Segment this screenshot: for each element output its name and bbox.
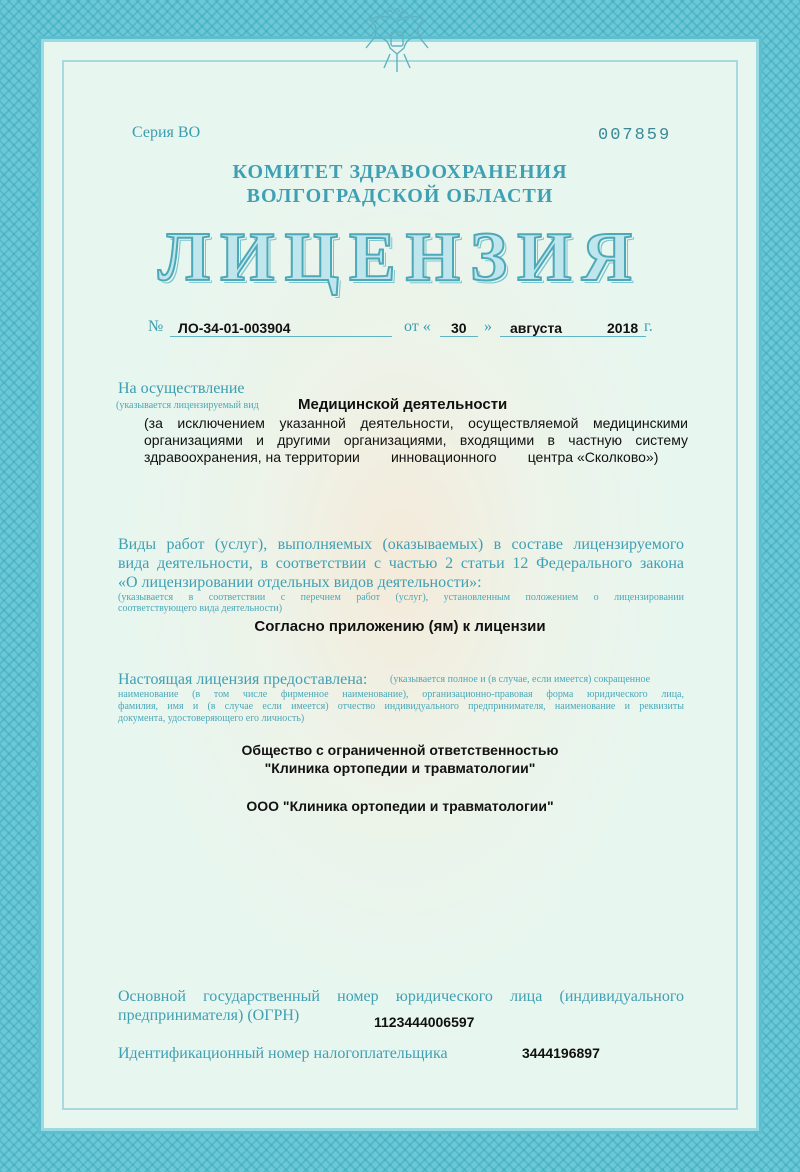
holder-hint-line-2: наименование (в том числе фирменное наименование), организационно-правовая форма юридического лица, [118,689,684,700]
ogrn-label-line-2: предпринимателя) (ОГРН) [118,1007,300,1024]
holder-short-name: ООО "Клиника ортопедии и травматологии" [246,798,554,814]
year-suffix: г. [644,318,653,335]
activity-label: На осуществление [118,380,245,397]
holder-hint-line-1: (указывается полное и (в случае, если имеется) сокращенное [390,674,651,685]
activity-line-1: (за исключением указанной деятельности, осуществляемой медицинскими [144,415,688,431]
date-from-label: от « [404,318,431,335]
inn-label: Идентификационный номер налогоплательщика [118,1045,448,1062]
document-title: ЛИЦЕНЗИЯ [157,219,643,296]
works-label-line-2: вида деятельности, в соответствии с частью 2 статьи 12 Федерального закона [118,555,684,572]
holder-full-name-line-1: Общество с ограниченной ответственностью [241,742,559,758]
works-label-line-1: Виды работ (услуг), выполняемых (оказываемых) в составе лицензируемого [118,536,684,553]
blank-number: 007859 [598,126,672,145]
activity-hint: (указывается лицензируемый вид [116,400,259,411]
issuer-line-1: КОМИТЕТ ЗДРАВООХРАНЕНИЯ [232,161,568,183]
holder-hint-line-3: фамилия, имя и (в случае если имеется) отчество индивидуального предпринимателя, наименование и реквизиты [118,701,684,712]
month-year-underline [500,336,646,337]
works-hint-line-2: соответствующего вида деятельности) [118,603,283,614]
holder-hint-line-4: документа, удостоверяющего его личность) [118,713,305,724]
license-day: 30 [451,320,467,336]
day-underline [440,336,478,337]
activity-title: Медицинской деятельности [298,396,508,413]
ogrn-label-line-1: Основной государственный номер юридического лица (индивидуального [118,988,684,1005]
ogrn-value: 1123444006597 [374,1014,475,1030]
holder-label: Настоящая лицензия предоставлена: [118,671,368,688]
number-prefix: № [148,318,164,335]
day-close-quote: » [484,318,492,335]
license-year: 2018 [607,320,639,336]
license-number: ЛО-34-01-003904 [178,320,291,336]
double-headed-eagle-emblem-icon [360,8,434,78]
issuer-line-2: ВОЛГОГРАДСКОЙ ОБЛАСТИ [246,185,554,207]
works-value: Согласно приложению (ям) к лицензии [254,618,546,635]
series-label: Серия ВО [132,124,201,141]
number-underline [170,336,392,337]
activity-line-3: здравоохранения, на территории инновационного центра «Сколково») [144,449,659,465]
holder-full-name-line-2: "Клиника ортопедии и травматологии" [264,760,536,776]
works-label-line-3: «О лицензировании отдельных видов деятельности»: [118,574,482,591]
license-month: августа [510,320,563,336]
works-hint-line-1: (указывается в соответствии с перечнем работ (услуг), установленным положением о лицензировании [118,592,684,603]
inn-value: 3444196897 [522,1045,600,1061]
activity-line-2: организациями и другими организациями, входящими в частную систему [144,432,688,448]
